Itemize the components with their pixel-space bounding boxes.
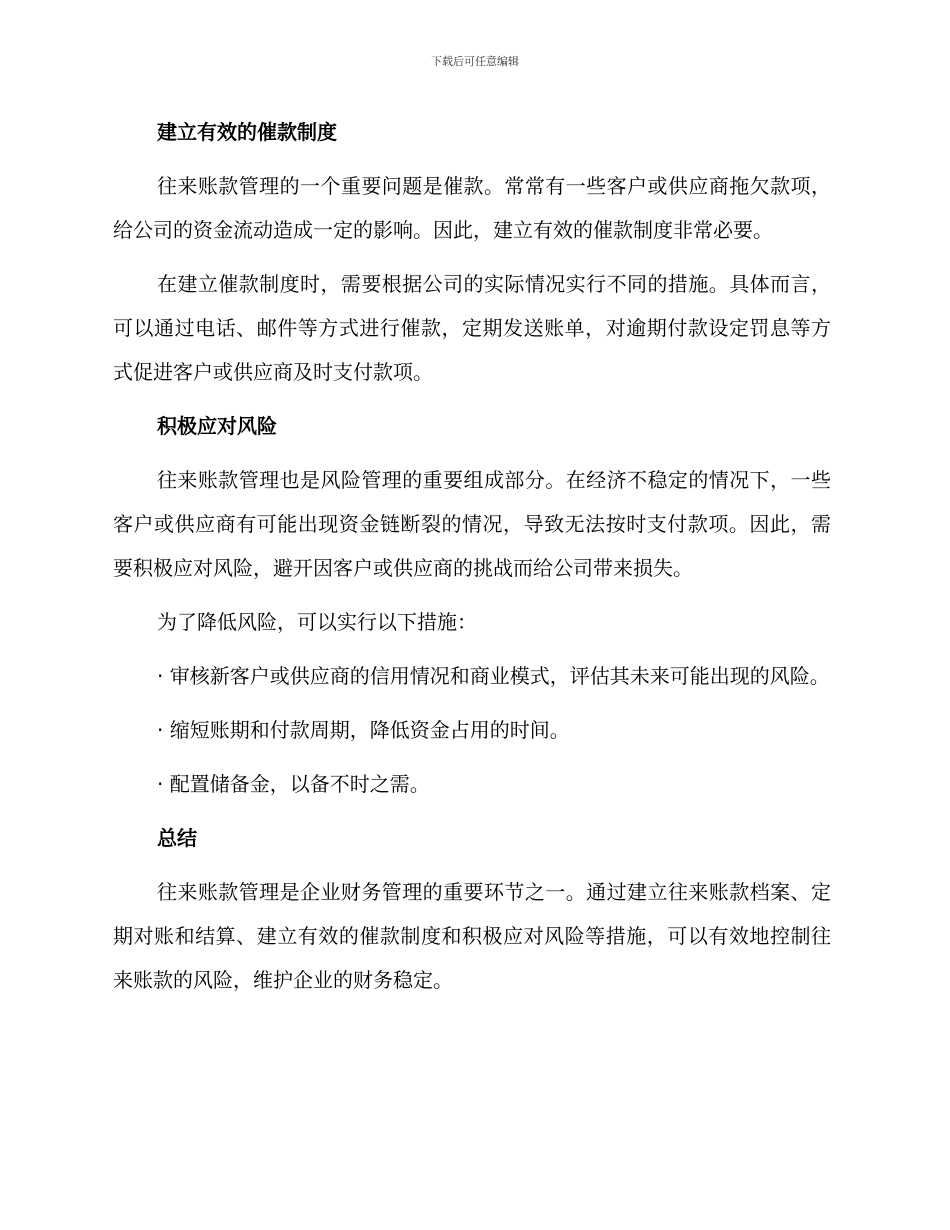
bullet-item: · 缩短账期和付款周期，降低资金占用的时间。 — [157, 718, 570, 742]
paragraph: 往来账款管理也是风险管理的重要组成部分。在经济不稳定的情况下，一些客户或供应商有可能出现资金链断裂的情况，导致无法按时支付款项。因此，需要积极应对风险，避开因客户或供应商的挑战而给公司带来损失。 — [113, 468, 831, 580]
paragraph: 在建立催款制度时，需要根据公司的实际情况实行不同的措施。具体而言，可以通过电话、邮件等方式进行催款，定期发送账单，对逾期付款设定罚息等方式促进客户或供应商及时支付款项。 — [113, 272, 831, 384]
document-body — [113, 110, 831, 1012]
paragraph: 为了降低风险，可以实行以下措施： — [157, 610, 477, 634]
section-heading-summary: 总结 — [157, 826, 197, 850]
header-note: 下载后可任意编辑 — [431, 55, 519, 68]
section-heading-collection: 建立有效的催款制度 — [157, 120, 337, 144]
paragraph: 往来账款管理是企业财务管理的重要环节之一。通过建立往来账款档案、定期对账和结算、建立有效的催款制度和积极应对风险等措施，可以有效地控制往来账款的风险，维护企业的财务稳定。 — [113, 880, 831, 992]
section-heading-risk: 积极应对风险 — [157, 414, 277, 438]
bullet-item: · 审核新客户或供应商的信用情况和商业模式，评估其未来可能出现的风险。 — [157, 664, 830, 688]
paragraph: 往来账款管理的一个重要问题是催款。常常有一些客户或供应商拖欠款项，给公司的资金流动造成一定的影响。因此，建立有效的催款制度非常必要。 — [113, 174, 831, 242]
bullet-item: · 配置储备金，以备不时之需。 — [157, 772, 430, 796]
